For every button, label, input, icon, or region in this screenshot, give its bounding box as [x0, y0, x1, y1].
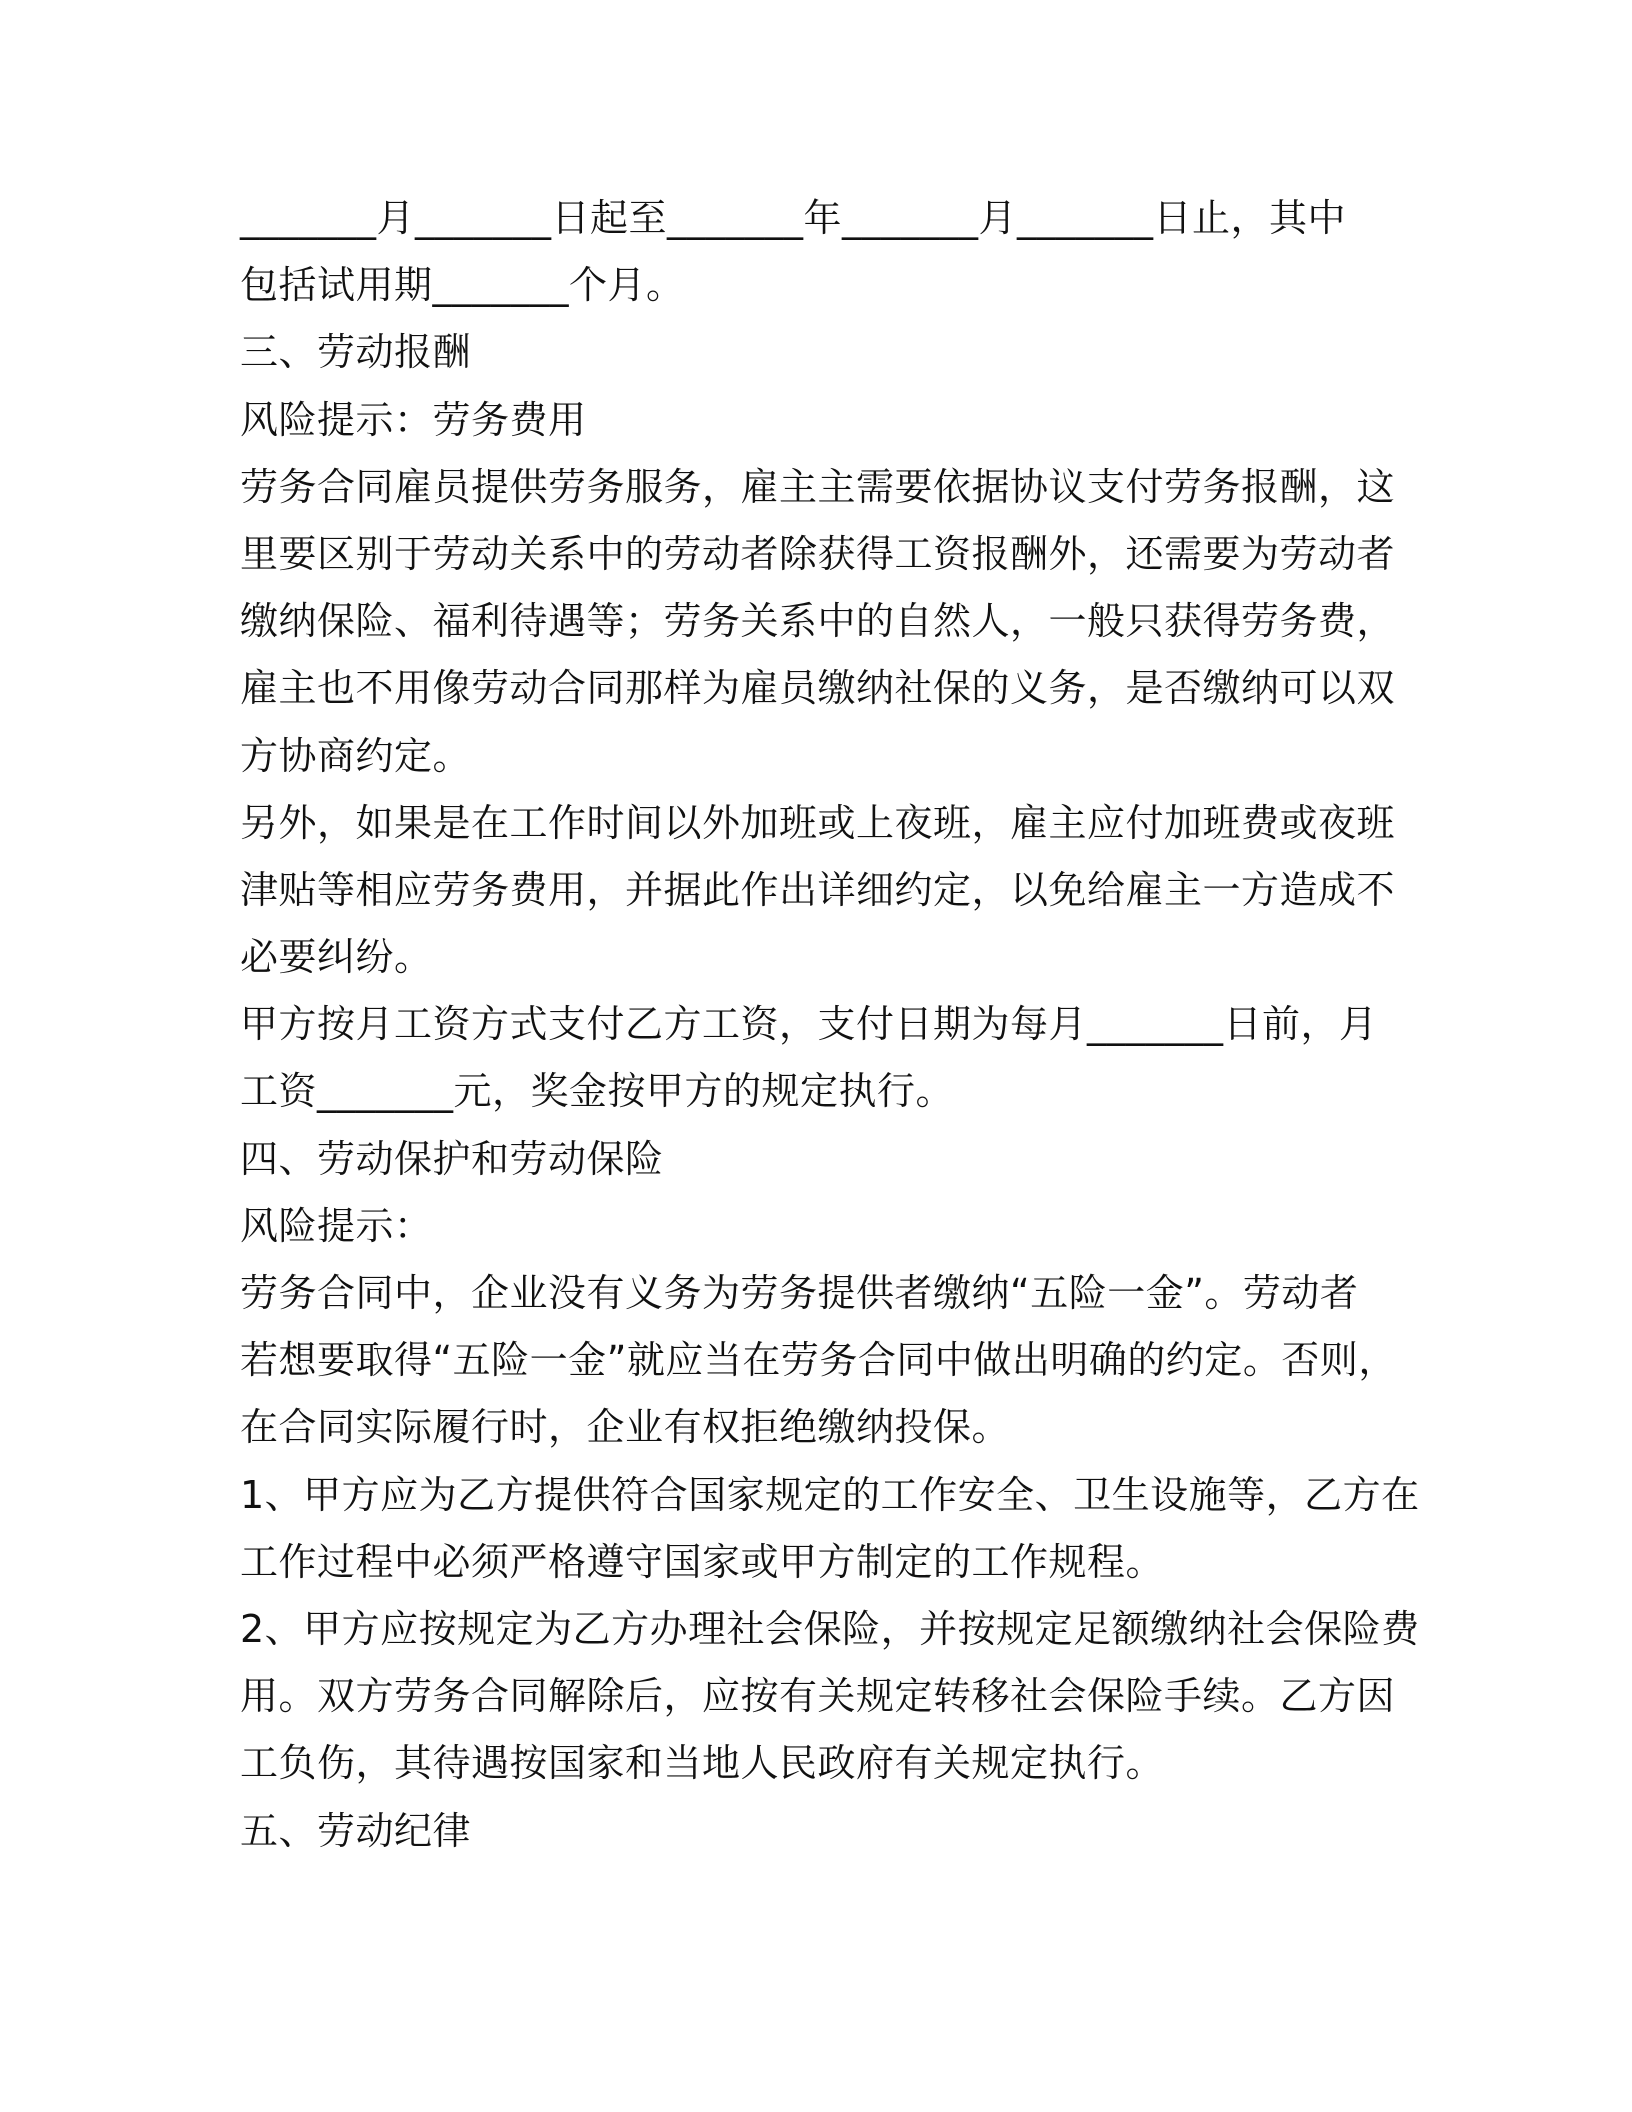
document-body: [240, 185, 1420, 1865]
risk-tip-label: 风险提示：: [240, 1203, 433, 1248]
text-line: 劳务合同中，企业没有义务为劳务提供者缴纳“五险一金”。劳动者: [240, 1271, 1359, 1315]
text-line: 方协商约定。: [240, 733, 472, 778]
text-line: 里要区别于劳动关系中的劳动者除获得工资报酬外，还需要为劳动者: [240, 531, 1396, 576]
section-heading: 三、劳动报酬: [240, 330, 472, 375]
text-line: 劳务合同雇员提供劳务服务，雇主主需要依据协议支付劳务报酬，这: [240, 464, 1396, 509]
text-line: 雇主也不用像劳动合同那样为雇员缴纳社保的义务，是否缴纳可以双: [240, 666, 1396, 711]
text-line: _______月_______日起至_______年_______月_______日止，其中: [240, 196, 1347, 240]
text-line: 另外，如果是在工作时间以外加班或上夜班，雇主应付加班费或夜班: [240, 800, 1396, 845]
text-line: 1、甲方应为乙方提供符合国家规定的工作安全、卫生设施等，乙方在: [240, 1472, 1420, 1517]
text-line: 工负伤，其待遇按国家和当地人民政府有关规定执行。: [240, 1741, 1165, 1786]
text-line: 用。双方劳务合同解除后，应按有关规定转移社会保险手续。乙方因: [240, 1674, 1396, 1719]
text-line: 津贴等相应劳务费用，并据此作出详细约定，以免给雇主一方造成不: [240, 867, 1396, 912]
text-line: 必要纠纷。: [240, 935, 433, 980]
text-line: 包括试用期_______个月。: [240, 263, 685, 308]
section-heading: 五、劳动纪律: [240, 1808, 472, 1853]
text-line: 工作过程中必须严格遵守国家或甲方制定的工作规程。: [240, 1539, 1165, 1584]
text-line: 缴纳保险、福利待遇等；劳务关系中的自然人，一般只获得劳务费，: [240, 599, 1396, 644]
text-line: 若想要取得“五险一金”就应当在劳务合同中做出明确的约定。否则，: [240, 1338, 1397, 1383]
text-line: 在合同实际履行时，企业有权拒绝缴纳投保。: [240, 1405, 1011, 1450]
risk-tip-label: 风险提示：劳务费用: [240, 397, 587, 442]
text-line: 甲方按月工资方式支付乙方工资，支付日期为每月_______日前，月: [240, 1002, 1378, 1047]
text-line: 工资_______元，奖金按甲方的规定执行。: [240, 1069, 955, 1114]
text-line: 2、甲方应按规定为乙方办理社会保险，并按规定足额缴纳社会保险费: [240, 1606, 1420, 1651]
section-heading: 四、劳动保护和劳动保险: [240, 1136, 664, 1181]
